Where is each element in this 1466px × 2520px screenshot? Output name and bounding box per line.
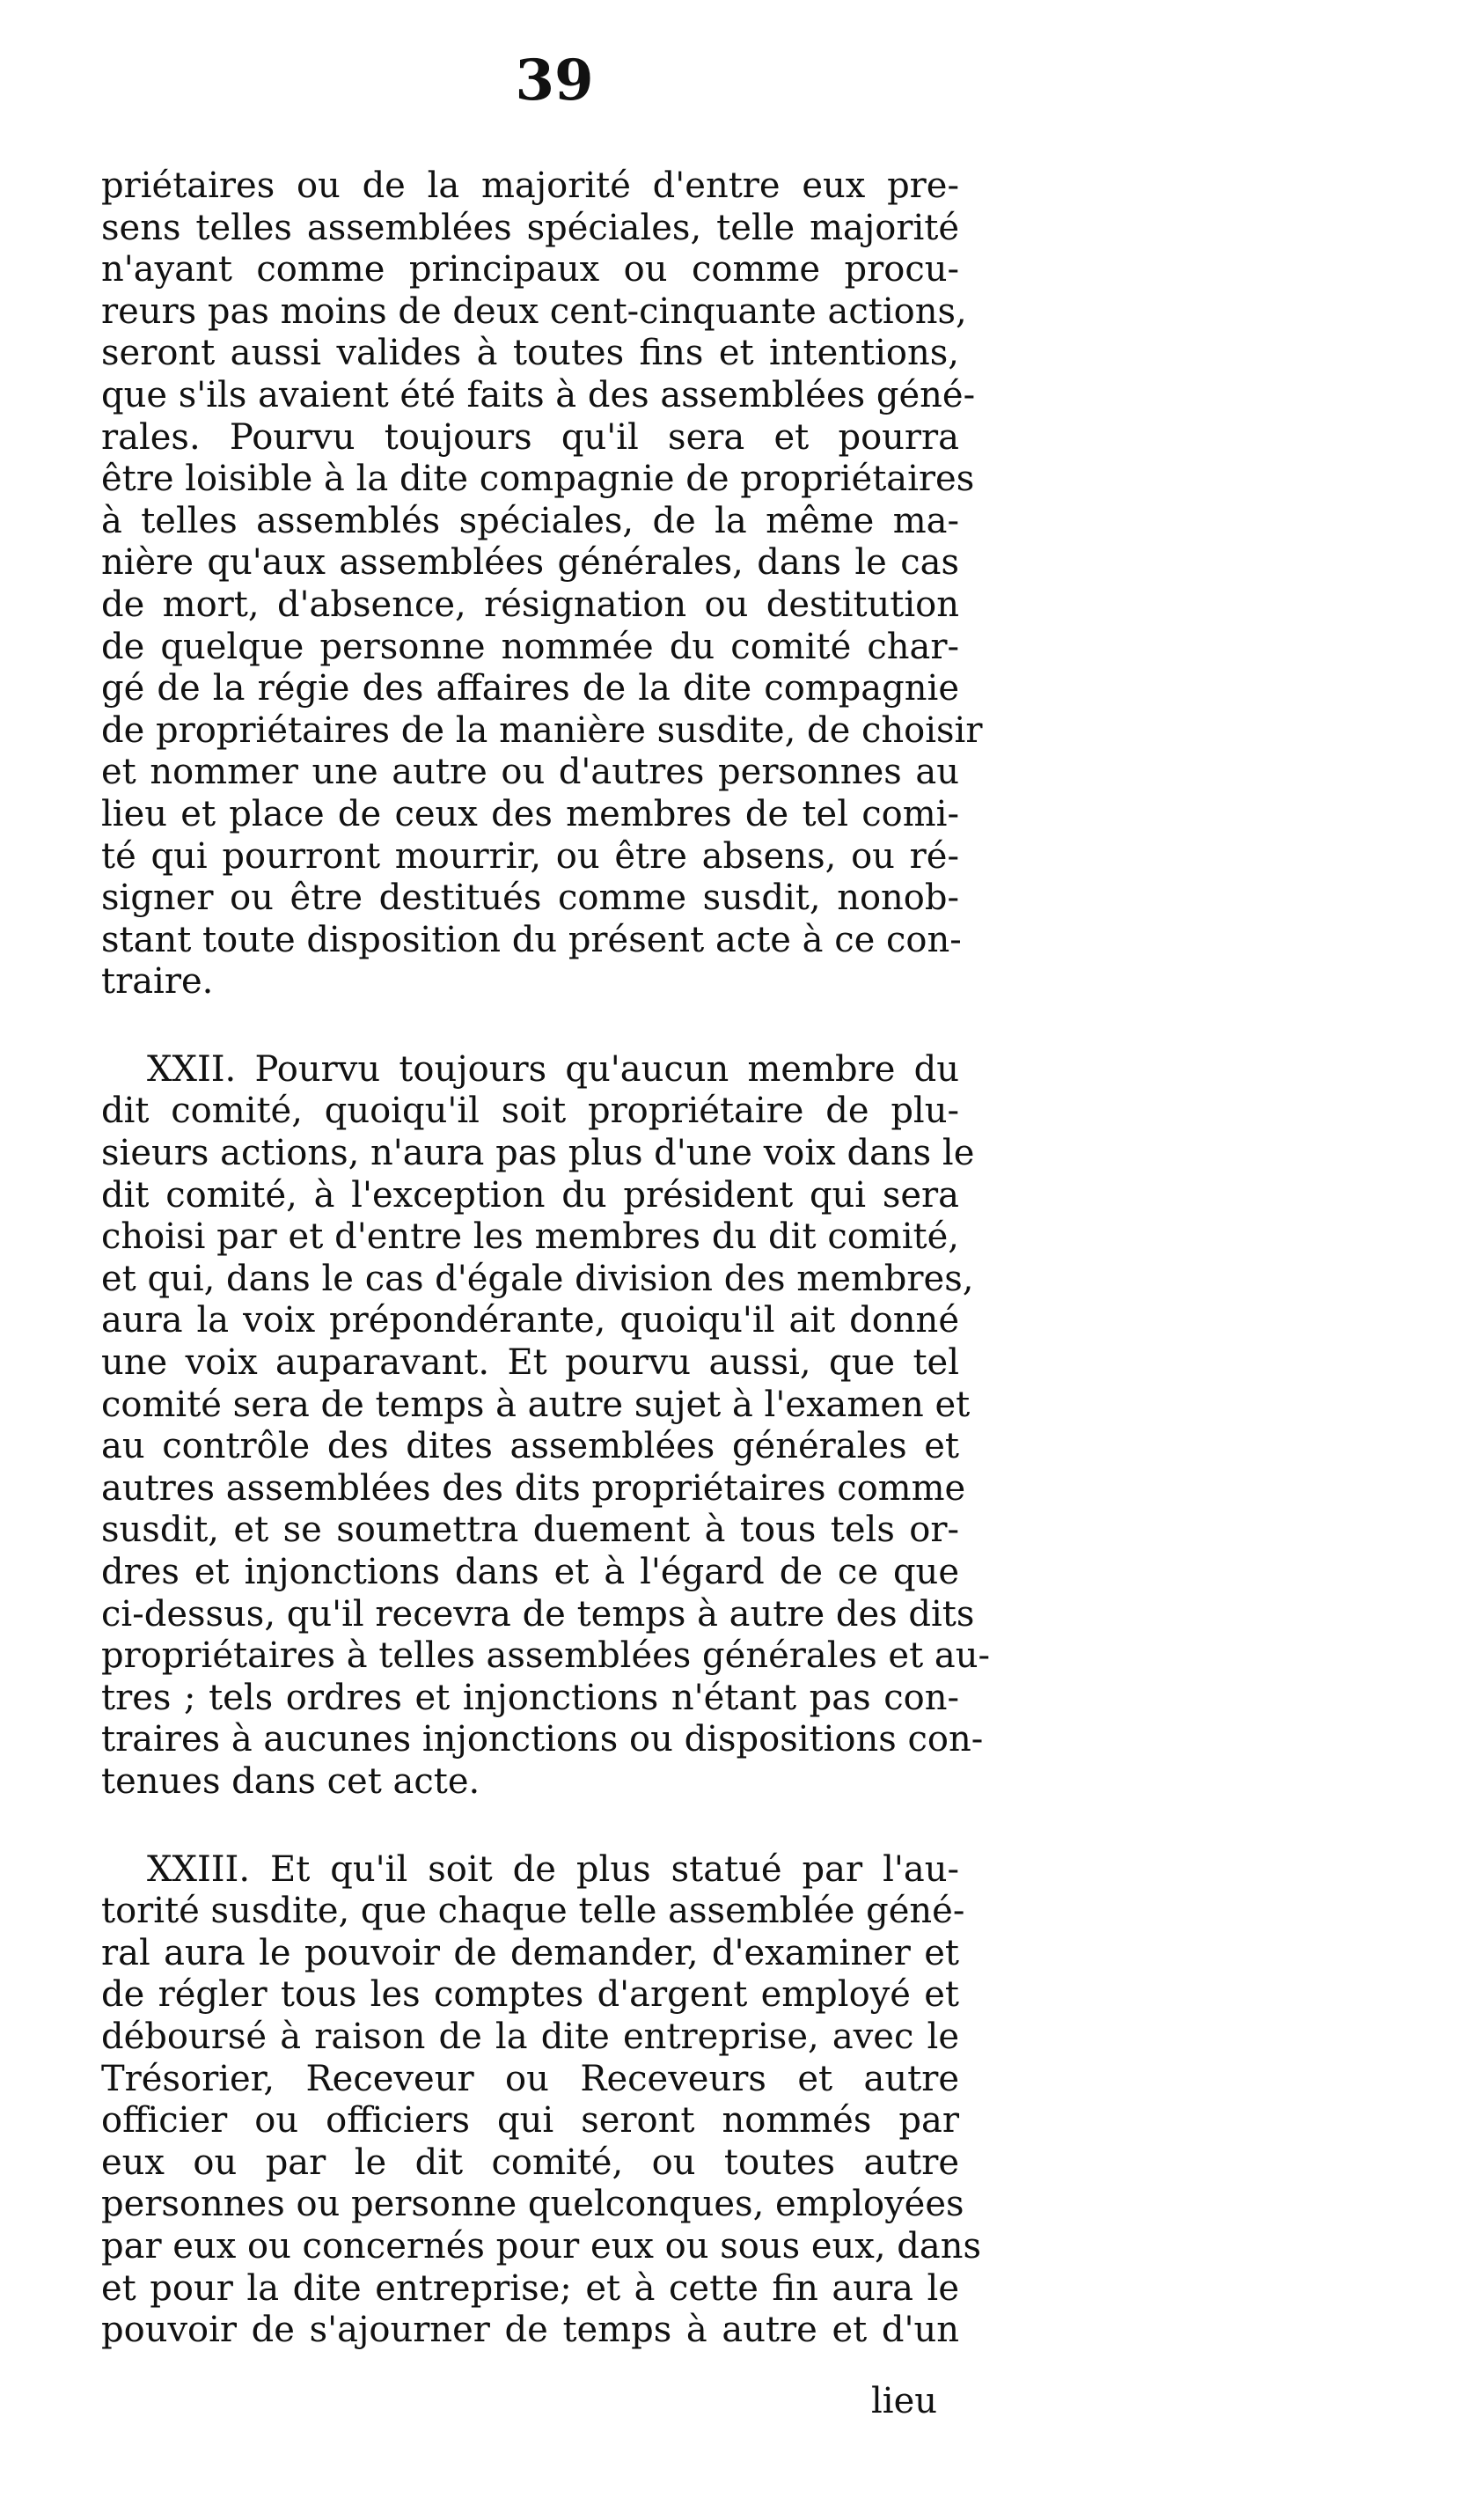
text-line: torité susdite, que chaque telle assemblée géné- — [101, 1891, 965, 1932]
text-line: de régler tous les comptes d'argent employé et — [101, 1974, 959, 2016]
text-line: aura la voix prépondérante, quoiqu'il ait donné — [101, 1300, 959, 1341]
text-line: et nommer une autre ou d'autres personnes au — [101, 752, 959, 793]
text-line: stant toute disposition du présent acte à ce con- — [101, 919, 962, 960]
text-line: eux ou par le dit comité, ou toutes autre — [101, 2142, 959, 2183]
text-line: déboursé à raison de la dite entreprise, avec le — [101, 2016, 959, 2057]
text-line: à telles assemblés spéciales, de la même ma- — [101, 500, 959, 541]
text-line: traires à aucunes injonctions ou dispositions con- — [101, 1719, 984, 1760]
text-line: par eux ou concernés pour eux ou sous eux, dans — [101, 2225, 981, 2267]
text-line: seront aussi valides à toutes fins et intentions, — [101, 333, 959, 374]
text-line: ral aura le pouvoir de demander, d'examiner et — [101, 1932, 959, 1973]
text-line: n'ayant comme principaux ou comme procu- — [101, 249, 959, 290]
text-line: propriétaires à telles assemblées générales et au- — [101, 1635, 991, 1677]
text-line: que s'ils avaient été faits à des assemblées géné- — [101, 374, 976, 415]
text-line: té qui pourront mourrir, ou être absens, ou ré- — [101, 835, 959, 877]
text-line: au contrôle des dites assemblées générales et — [101, 1426, 959, 1467]
body-text — [101, 165, 991, 2352]
text-line: de mort, d'absence, résignation ou destitution — [101, 584, 959, 625]
paragraph-article-xxii — [101, 1048, 991, 1804]
text-line: et pour la dite entreprise; et à cette fin aura le — [101, 2267, 959, 2309]
text-line: personnes ou personne quelconques, employées — [101, 2184, 964, 2225]
page-number: 39 — [515, 48, 594, 114]
text-line: ci-dessus, qu'il recevra de temps à autre des dits — [101, 1593, 975, 1635]
text-line: tres ; tels ordres et injonctions n'étant pas con- — [101, 1677, 959, 1718]
text-line: XXIII. Et qu'il soit de plus statué par l'au- — [147, 1848, 959, 1890]
text-line: gé de la régie des affaires de la dite compagnie — [101, 668, 959, 709]
text-line: autres assemblées des dits propriétaires comme — [101, 1467, 966, 1509]
text-line: et qui, dans le cas d'égale division des membres, — [101, 1258, 974, 1299]
text-line: reurs pas moins de deux cent-cinquante actions, — [101, 290, 967, 332]
paragraph-continuation — [101, 165, 983, 1003]
text-line: dres et injonctions dans et à l'égard de ce que — [101, 1552, 959, 1592]
text-line: sieurs actions, n'aura pas plus d'une voix dans le — [101, 1133, 975, 1174]
text-line: une voix auparavant. Et pourvu aussi, que tel — [101, 1342, 959, 1384]
text-line: être loisible à la dite compagnie de propriétaires — [101, 459, 975, 500]
text-line: lieu et place de ceux des membres de tel comi- — [101, 793, 959, 834]
text-line: de quelque personne nommée du comité char- — [101, 626, 959, 667]
text-line: dit comité, à l'exception du président qui sera — [101, 1174, 959, 1216]
text-line: nière qu'aux assemblées générales, dans le cas — [101, 542, 959, 584]
text-line: officier ou officiers qui seront nommés par — [101, 2100, 959, 2142]
text-line: sens telles assemblées spéciales, telle majorité — [101, 207, 959, 248]
catchword: lieu — [871, 2381, 938, 2421]
text-line: traire. — [101, 961, 214, 1003]
text-line: tenues dans cet acte. — [101, 1760, 480, 1802]
paragraph-gap — [101, 1804, 959, 1849]
text-line: rales. Pourvu toujours qu'il sera et pourra — [101, 416, 959, 458]
paragraph-article-xxiii — [101, 1848, 981, 2352]
text-line: susdit, et se soumettra duement à tous tels or- — [101, 1510, 959, 1551]
text-line: pouvoir de s'ajourner de temps à autre et d'un — [101, 2310, 959, 2351]
paragraph-gap — [101, 1003, 959, 1049]
text-line: de propriétaires de la manière susdite, de choisir — [101, 709, 983, 751]
text-line: comité sera de temps à autre sujet à l'examen et — [101, 1384, 971, 1425]
text-line: signer ou être destitués comme susdit, nonob- — [101, 878, 959, 919]
text-line: priétaires ou de la majorité d'entre eux pre- — [101, 165, 959, 206]
text-line: choisi par et d'entre les membres du dit comité, — [101, 1216, 959, 1258]
text-line: XXII. Pourvu toujours qu'aucun membre du — [147, 1048, 959, 1090]
text-line: Trésorier, Receveur ou Receveurs et autre — [101, 2058, 959, 2099]
text-line: dit comité, quoiqu'il soit propriétaire de plu- — [101, 1091, 959, 1132]
